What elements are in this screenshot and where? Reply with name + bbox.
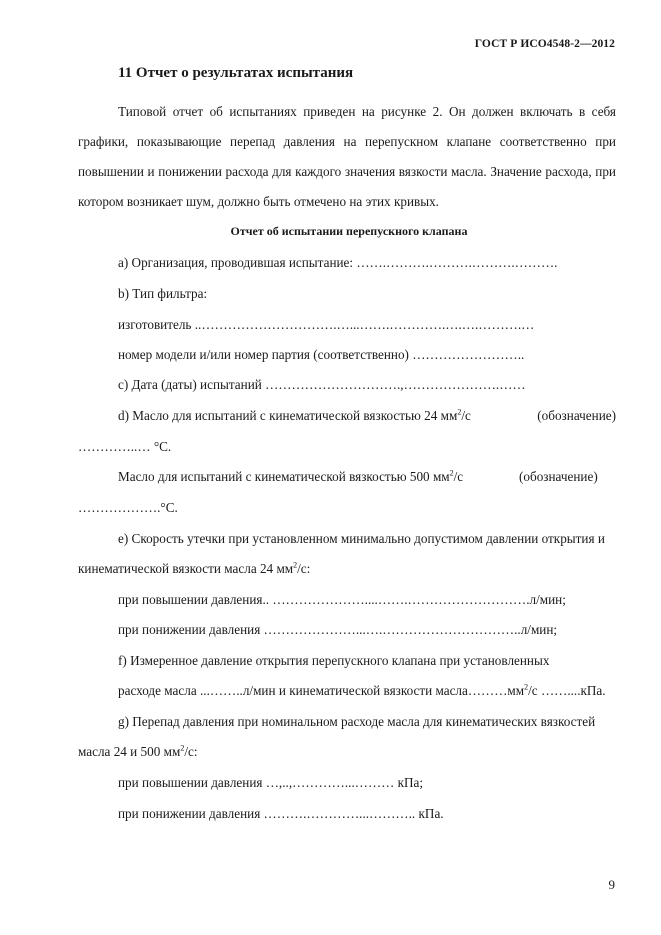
oil-24-temperature: …………..… °С. bbox=[78, 439, 172, 454]
e-pressure-decrease: при понижении давления …………………...….…………………………..л/мин; bbox=[118, 622, 558, 637]
f-flow-unit: /с ……....кПа. bbox=[528, 683, 606, 698]
oil-24-designation: (обозначение) bbox=[537, 408, 616, 423]
superscript: 2 bbox=[180, 743, 185, 753]
superscript: 2 bbox=[457, 407, 462, 417]
item-d-oil-500 bbox=[118, 469, 463, 485]
report-title: Отчет об испытании перепускного клапана bbox=[230, 224, 468, 238]
e-pressure-increase: при повышении давления.. …………………....…….……………………….л/мин; bbox=[118, 592, 566, 607]
g-viscosity-unit: /с: bbox=[184, 744, 198, 759]
item-f-opening-pressure: f) Измеренное давление открытия перепускного клапана при установленных bbox=[118, 653, 550, 668]
e-viscosity-unit: /с: bbox=[297, 561, 311, 576]
superscript: 2 bbox=[449, 468, 454, 478]
oil-500-unit: /с bbox=[453, 469, 464, 484]
item-e-leakage: е) Скорость утечки при установленном минимально допустимом давлении открытия и bbox=[118, 531, 605, 546]
item-e-viscosity bbox=[78, 561, 310, 577]
g-pressure-decrease: при понижении давления ……….…………...……….. кПа. bbox=[118, 806, 444, 821]
f-flow-text: расходе масла ...……..л/мин и кинематической вязкости масла………мм bbox=[118, 683, 525, 698]
item-g-pressure-drop: g) Перепад давления при номинальном расходе масла для кинематических вязкостей bbox=[118, 714, 596, 729]
oil-24-text: d) Масло для испытаний с кинематической вязкостью 24 мм bbox=[118, 408, 458, 423]
superscript: 2 bbox=[293, 560, 298, 570]
section-title: 11 Отчет о результатах испытания bbox=[118, 65, 354, 81]
superscript: 2 bbox=[524, 682, 529, 692]
g-viscosity-text: масла 24 и 500 мм bbox=[78, 744, 181, 759]
oil-24-unit: /с bbox=[461, 408, 471, 423]
item-g-viscosities bbox=[78, 744, 198, 760]
oil-500-designation: (обозначение) bbox=[519, 469, 598, 484]
e-viscosity-text: кинематической вязкости масла 24 мм bbox=[78, 561, 294, 576]
document-header-id: ГОСТ Р ИСО4548-2—2012 bbox=[474, 38, 615, 50]
item-d-oil-24 bbox=[118, 408, 616, 424]
g-pressure-increase: при повышении давления …,..,…………...……… кПа; bbox=[118, 775, 424, 790]
oil-500-text: Масло для испытаний с кинематической вязкостью 500 мм bbox=[118, 469, 450, 484]
oil-500-temperature: ……………….°С. bbox=[78, 500, 178, 515]
item-b-manufacturer: изготовитель ..………………………….…...…….………….….….……….… bbox=[118, 317, 535, 332]
item-a-organization: а) Организация, проводившая испытание: …….……….……….……….………. bbox=[118, 255, 558, 270]
item-c-test-dates: с) Дата (даты) испытаний ………………………….,………………….…… bbox=[118, 377, 526, 392]
item-b-filter-type: b) Тип фильтра: bbox=[118, 286, 208, 301]
item-b-model-number: номер модели и/или номер партия (соответственно) …………………….. bbox=[118, 347, 525, 362]
item-f-flow bbox=[118, 683, 606, 699]
section-intro-paragraph: Типовой отчет об испытаниях приведен на рисунке 2. Он должен включать в себя графики, показывающие перепад давления на перепускном клапане соответственно при повышении и понижении расхода для каждого значения вязкости масла. Значение расхода, при котором возникает шум, должно быть отмечено на этих кривых. bbox=[78, 104, 616, 209]
page-number: 9 bbox=[608, 877, 615, 892]
